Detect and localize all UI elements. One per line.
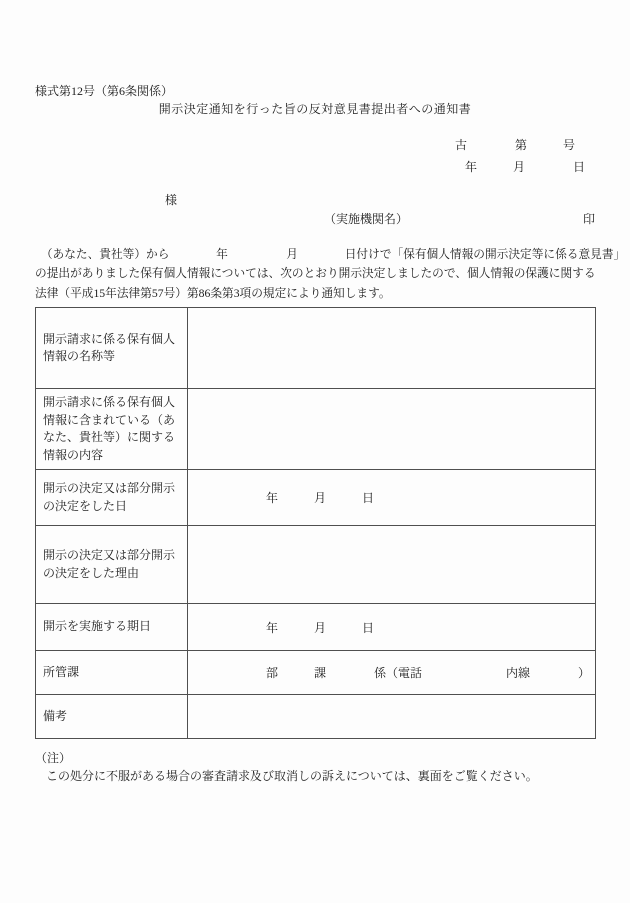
issue-date-line: 年 月 日 xyxy=(465,160,586,174)
table-row xyxy=(36,604,596,651)
row-label-disclosure-date: 開示を実施する期日 xyxy=(36,604,188,651)
form-number: 様式第12号（第6条関係） xyxy=(35,84,174,98)
row-value-held-info-name xyxy=(188,308,596,389)
issuing-agency-label: （実施機関名） xyxy=(324,212,409,226)
body-line: （あなた、貴社等）から 年 月 日付けで「保有個人情報の開示決定等に係る意見書」 xyxy=(35,248,626,261)
row-label-remarks: 備考 xyxy=(36,695,188,739)
row-label-held-info-name: 開示請求に係る保有個人情報の名称等 xyxy=(36,308,188,389)
note-text: この処分に不服がある場合の審査請求及び取消しの訴えについては、裏面をご覧ください。 xyxy=(46,769,538,783)
row-value-remarks xyxy=(188,695,596,739)
row-label-decision-reason: 開示の決定又は部分開示の決定をした理由 xyxy=(36,526,188,604)
note-label: （注） xyxy=(35,751,72,765)
row-value-department: 部 課 係（電話 内線 ） xyxy=(188,651,596,695)
body-line: 法律（平成15年法律第57号）第86条第3項の規定により通知します。 xyxy=(35,286,391,300)
table-row xyxy=(36,308,596,389)
addressee-name-suffix: 様 xyxy=(165,193,178,207)
body-line: の提出がありました保有個人情報については、次のとおり開示決定しましたので、個人情報の保護に関する xyxy=(35,267,596,281)
row-value-info-content xyxy=(188,389,596,470)
row-label-decision-date: 開示の決定又は部分開示の決定をした日 xyxy=(36,470,188,526)
table-row xyxy=(36,470,596,526)
notification-table xyxy=(35,307,596,739)
row-label-department: 所管課 xyxy=(36,651,188,695)
row-value-disclosure-date: 年 月 日 xyxy=(188,604,596,651)
row-label-info-content: 開示請求に係る保有個人情報に含まれている（あなた、貴社等）に関する情報の内容 xyxy=(36,389,188,470)
row-value-decision-date: 年 月 日 xyxy=(188,470,596,526)
row-value-decision-reason xyxy=(188,526,596,604)
reference-number-line: 古 第 号 xyxy=(455,138,576,152)
table-row xyxy=(36,651,596,695)
seal-mark: 印 xyxy=(583,212,596,226)
table-row xyxy=(36,526,596,604)
table-row xyxy=(36,695,596,739)
table-row xyxy=(36,389,596,470)
body-paragraph xyxy=(35,245,626,303)
document-title: 開示決定通知を行った旨の反対意見書提出者への通知書 xyxy=(158,102,472,116)
